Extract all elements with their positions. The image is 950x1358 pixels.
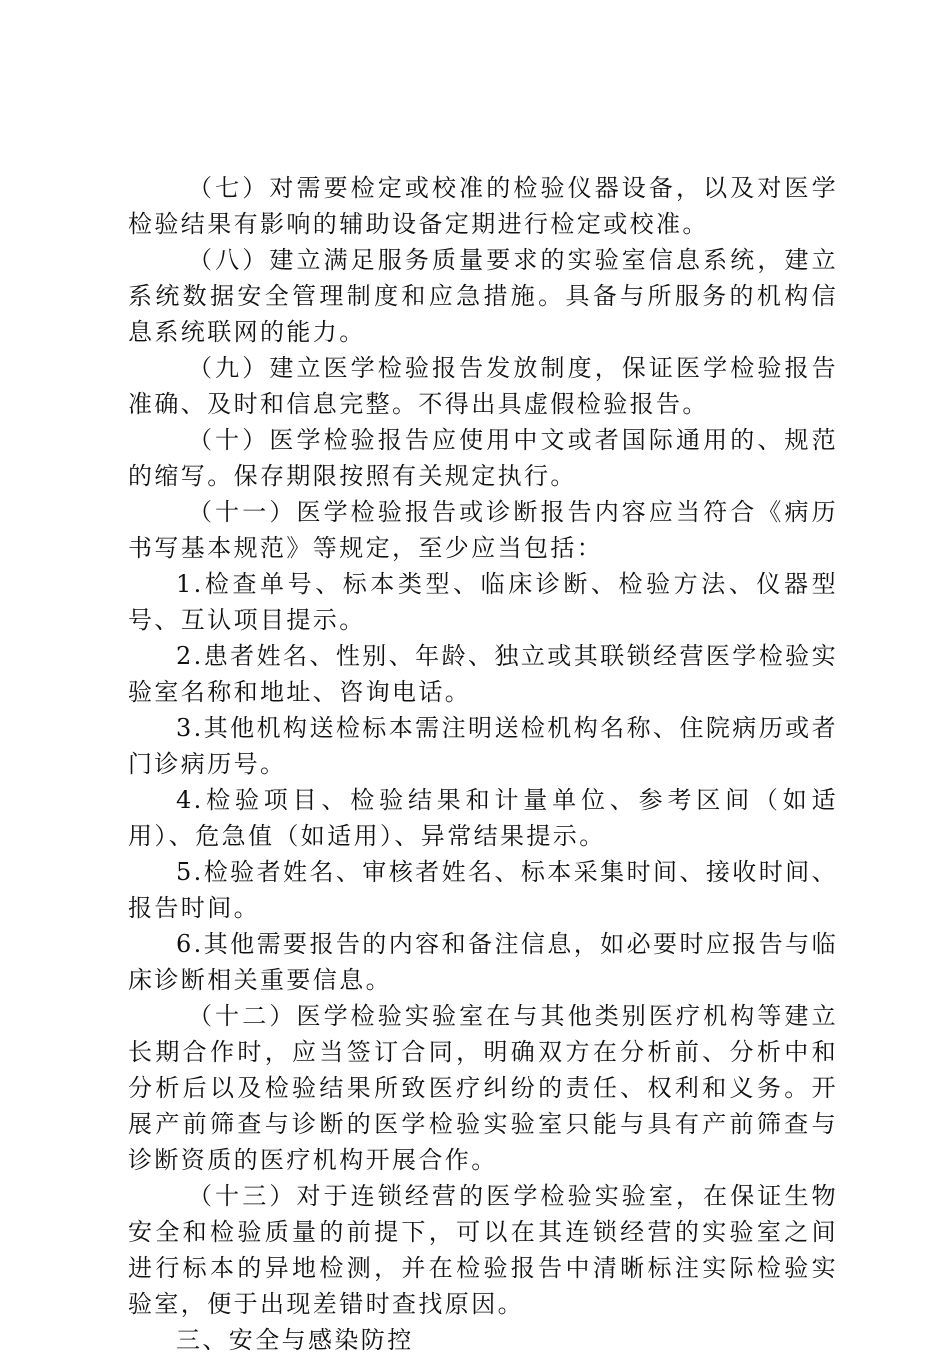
list-item-4: 4.检验项目、检验结果和计量单位、参考区间（如适用）、危急值（如适用）、异常结果提示。: [128, 786, 838, 850]
paragraph-9: （九）建立医学检验报告发放制度，保证医学检验报告准确、及时和信息完整。不得出具虚假检验报告。: [128, 354, 838, 418]
paragraph-13: （十三）对于连锁经营的医学检验实验室，在保证生物安全和检验质量的前提下，可以在其连锁经营的实验室之间进行标本的异地检测，并在检验报告中清晰标注实际检验实验室，便于出现差错时查找原因。: [128, 1182, 838, 1318]
document-page: [128, 170, 838, 1358]
paragraph-11: （十一）医学检验报告或诊断报告内容应当符合《病历书写基本规范》等规定，至少应当包括：: [128, 498, 838, 562]
paragraph-8: （八）建立满足服务质量要求的实验室信息系统，建立系统数据安全管理制度和应急措施。具备与所服务的机构信息系统联网的能力。: [128, 246, 838, 346]
paragraph-12: （十二）医学检验实验室在与其他类别医疗机构等建立长期合作时，应当签订合同，明确双方在分析前、分析中和分析后以及检验结果所致医疗纠纷的责任、权利和义务。开展产前筛查与诊断的医学检验实验室只能与具有产前筛查与诊断资质的医疗机构开展合作。: [128, 1002, 838, 1174]
section-heading-3: 三、安全与感染防控: [176, 1326, 414, 1354]
list-item-2: 2.患者姓名、性别、年龄、独立或其联锁经营医学检验实验室名称和地址、咨询电话。: [128, 642, 838, 706]
list-item-6: 6.其他需要报告的内容和备注信息，如必要时应报告与临床诊断相关重要信息。: [128, 930, 838, 994]
paragraph-10: （十）医学检验报告应使用中文或者国际通用的、规范的缩写。保存期限按照有关规定执行。: [128, 426, 838, 490]
list-item-1: 1.检查单号、标本类型、临床诊断、检验方法、仪器型号、互认项目提示。: [128, 570, 838, 634]
list-item-5: 5.检验者姓名、审核者姓名、标本采集时间、接收时间、报告时间。: [128, 858, 838, 922]
paragraph-7: （七）对需要检定或校准的检验仪器设备，以及对医学检验结果有影响的辅助设备定期进行检定或校准。: [128, 174, 838, 238]
list-item-3: 3.其他机构送检标本需注明送检机构名称、住院病历或者门诊病历号。: [128, 714, 838, 778]
